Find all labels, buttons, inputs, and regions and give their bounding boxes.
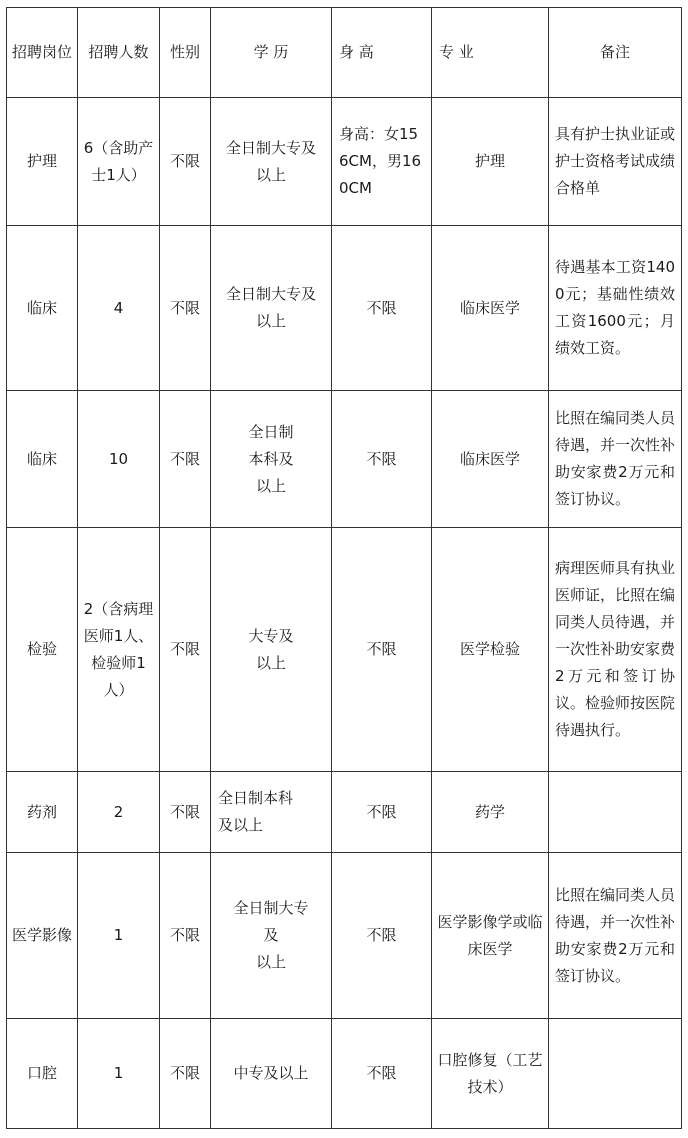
table-row: [7, 853, 682, 1019]
header-position: 招聘岗位: [7, 8, 78, 98]
header-height: 身 高: [332, 8, 432, 98]
table-row: [7, 391, 682, 528]
table-row: [7, 226, 682, 391]
cell-height: 不限: [332, 1019, 432, 1129]
header-major: 专 业: [432, 8, 549, 98]
cell-count: 1: [78, 1019, 160, 1129]
cell-education: 全日制大专 及 以上: [211, 853, 332, 1019]
cell-education: 全日制大专及 以上: [211, 98, 332, 226]
cell-major: 口腔修复（工艺技术）: [432, 1019, 549, 1129]
cell-major: 医学影像学或临床医学: [432, 853, 549, 1019]
cell-position: 口腔: [7, 1019, 78, 1129]
cell-note: [549, 1019, 682, 1129]
cell-count: 4: [78, 226, 160, 391]
cell-gender: 不限: [160, 772, 211, 853]
cell-note: 比照在编同类人员待遇，并一次性补助安家费2万元和签订协议。: [549, 853, 682, 1019]
table-row: [7, 772, 682, 853]
cell-position: 检验: [7, 528, 78, 772]
cell-position: 临床: [7, 226, 78, 391]
cell-gender: 不限: [160, 226, 211, 391]
cell-count: 2（含病理医师1人、检验师1人）: [78, 528, 160, 772]
cell-education: 中专及以上: [211, 1019, 332, 1129]
cell-note: [549, 772, 682, 853]
cell-position: 医学影像: [7, 853, 78, 1019]
table-row: [7, 98, 682, 226]
recruitment-table: [6, 7, 682, 1129]
table-row: [7, 528, 682, 772]
cell-education: 全日制 本科及 以上: [211, 391, 332, 528]
cell-count: 6（含助产士1人）: [78, 98, 160, 226]
table-row: [7, 1019, 682, 1129]
cell-height: 不限: [332, 391, 432, 528]
cell-count: 10: [78, 391, 160, 528]
cell-major: 药学: [432, 772, 549, 853]
cell-note: 待遇基本工资1400元；基础性绩效工资1600元；月绩效工资。: [549, 226, 682, 391]
cell-gender: 不限: [160, 528, 211, 772]
cell-gender: 不限: [160, 1019, 211, 1129]
recruitment-table-container: [6, 7, 682, 1129]
cell-education: 大专及 以上: [211, 528, 332, 772]
cell-height: 不限: [332, 772, 432, 853]
cell-height: 不限: [332, 528, 432, 772]
cell-position: 临床: [7, 391, 78, 528]
cell-note: 具有护士执业证或护士资格考试成绩合格单: [549, 98, 682, 226]
cell-position: 药剂: [7, 772, 78, 853]
cell-major: 护理: [432, 98, 549, 226]
cell-position: 护理: [7, 98, 78, 226]
cell-gender: 不限: [160, 98, 211, 226]
header-note: 备注: [549, 8, 682, 98]
header-gender: 性别: [160, 8, 211, 98]
cell-major: 临床医学: [432, 391, 549, 528]
cell-count: 2: [78, 772, 160, 853]
cell-major: 临床医学: [432, 226, 549, 391]
cell-count: 1: [78, 853, 160, 1019]
cell-height: 身高：女156CM，男160CM: [332, 98, 432, 226]
cell-height: 不限: [332, 853, 432, 1019]
cell-major: 医学检验: [432, 528, 549, 772]
cell-note: 比照在编同类人员待遇，并一次性补助安家费2万元和签订协议。: [549, 391, 682, 528]
header-education: 学 历: [211, 8, 332, 98]
cell-education: 全日制大专及 以上: [211, 226, 332, 391]
header-count: 招聘人数: [78, 8, 160, 98]
cell-education: 全日制本科 及以上: [211, 772, 332, 853]
cell-gender: 不限: [160, 391, 211, 528]
cell-gender: 不限: [160, 853, 211, 1019]
cell-height: 不限: [332, 226, 432, 391]
cell-note: 病理医师具有执业医师证，比照在编同类人员待遇，并一次性补助安家费2万元和签订协议。检验师按医院待遇执行。: [549, 528, 682, 772]
header-row: [7, 8, 682, 98]
